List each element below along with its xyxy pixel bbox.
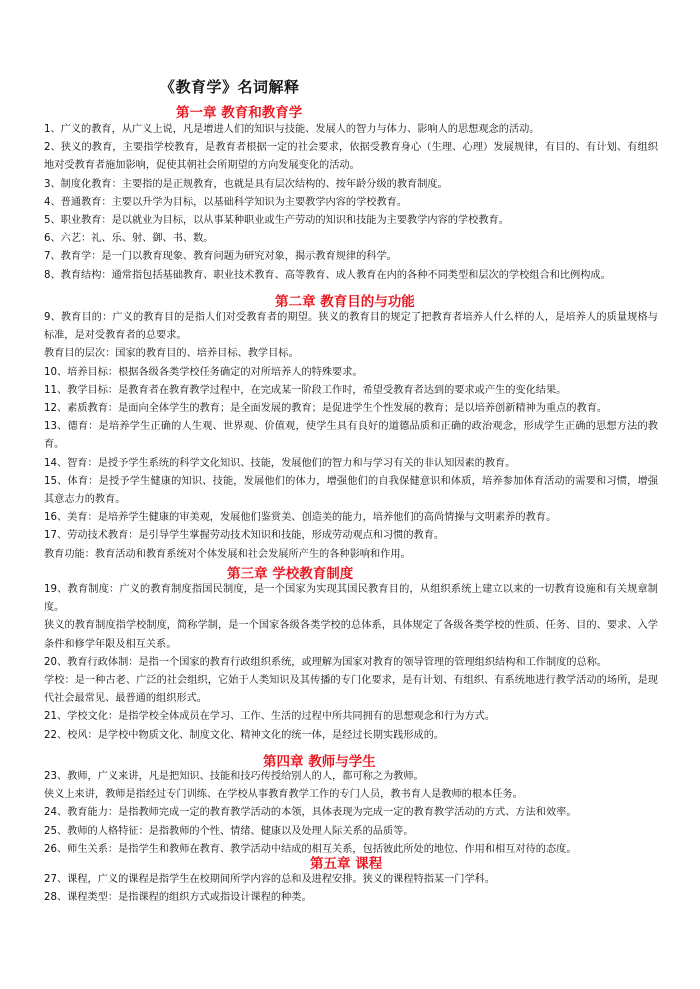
chapter-1-item: 8、教育结构：通常指包括基础教育、职业技术教育、高等教育、成人教育在内的各种不同类型和层次的学校组合和比例构成。 [44, 269, 611, 281]
chapter-4-section [44, 768, 658, 859]
chapter-2-item: 14、智育：是授予学生系统的科学文化知识、技能，发展他们的智力和与学习有关的非认知因素的教育。 [44, 457, 516, 469]
chapter-2-item: 11、教学目标：是教育者在教育教学过程中，在完成某一阶段工作时，希望受教育者达到的要求或产生的变化结果。 [44, 384, 567, 396]
chapter-3-section [44, 581, 658, 745]
chapter-1-item: 2、狭义的教育，主要指学校教育，是教育者根据一定的社会要求，依据受教育身心（生理、心理）发展规律，有目的、有计划、有组织地对受教育者施加影响，促使其朝社会所期望的方向发展变化的活动。 [44, 142, 658, 172]
chapter-1-item: 3、制度化教育：主要指的是正规教育，也就是具有层次结构的、按年龄分级的教育制度。 [44, 178, 448, 190]
chapter-1-item: 6、六艺：礼、乐、射、御、书、数。 [44, 233, 214, 245]
chapter-4-item: 24、教育能力：是指教师完成一定的教育教学活动的本领，具体表现为完成一定的教育教学活动的方式、方法和效率。 [44, 807, 577, 819]
chapter-3-item: 狭义的教育制度指学校制度，简称学制，是一个国家各级各类学校的总体系，具体规定了各级各类学校的性质、任务、目的、要求、入学条件和修学年限及相互关系。 [44, 620, 658, 650]
chapter-5-item: 28、课程类型：是指课程的组织方式或指设计课程的种类。 [44, 892, 312, 904]
chapter-2-item: 教育目的层次：国家的教育目的、培养目标、教学目标。 [44, 348, 299, 360]
chapter-1-item: 5、职业教育：是以就业为目标，以从事某种职业或生产劳动的知识和技能为主要教学内容的学校教育。 [44, 215, 509, 227]
chapter-2-item: 12、素质教育：是面向全体学生的教育；是全面发展的教育；是促进学生个性发展的教育；是以培养创新精神为重点的教育。 [44, 403, 608, 415]
chapter-1-item: 4、普通教育：主要以升学为目标，以基础科学知识为主要教学内容的学校教育。 [44, 196, 408, 208]
document-title: 《教育学》名词解释 [160, 78, 300, 96]
chapter-3-item: 21、学校文化：是指学校全体成员在学习、工作、生活的过程中所共同拥有的思想观念和行为方式。 [44, 711, 496, 723]
chapter-4-item: 26、师生关系：是指学生和教师在教育、教学活动中结成的相互关系，包括彼此所处的地位、作用和相互对待的态度。 [44, 843, 577, 855]
chapter-4-heading: 第四章 教师与学生 [263, 754, 376, 770]
chapter-5-section [44, 871, 658, 907]
chapter-4-item: 23、教师，广义来讲，凡是把知识、技能和技巧传授给别人的人，都可称之为教师。 [44, 771, 424, 782]
chapter-1-section [44, 121, 658, 285]
chapter-2-section [44, 309, 658, 564]
chapter-4-item: 侠义上来讲，教师是指经过专门训练、在学校从事教育教学工作的专门人员，教书育人是教师的根本任务。 [44, 789, 523, 801]
chapter-3-item: 19、教育制度：广义的教育制度指国民制度，是一个国家为实现其国民教育目的，从组织系统上建立以来的一切教育设施和有关规章制度。 [44, 584, 658, 614]
chapter-2-item: 15、体育：是授予学生健康的知识、技能，发展他们的体力，增强他们的自我保健意识和体质，培养参加体育活动的需要和习惯，增强其意志力的教育。 [44, 475, 658, 506]
chapter-1-item: 1、广义的教育，从广义上说，凡是增进人们的知识与技能、发展人的智力与体力、影响人的思想观念的活动。 [44, 124, 540, 135]
chapter-1-item: 7、教育学：是一门以教育现象、教育问题为研究对象，揭示教育规律的科学。 [44, 251, 397, 263]
chapter-3-item: 22、校风：是学校中物质文化、制度文化、精神文化的统一体，是经过长期实践形成的。 [44, 729, 445, 741]
chapter-5-item: 27、课程，广义的课程是指学生在校期间所学内容的总和及进程安排。狭义的课程特指某一门学科。 [44, 874, 496, 885]
chapter-2-item: 教育功能：教育活动和教育系统对个体发展和社会发展所产生的各种影响和作用。 [44, 548, 411, 560]
chapter-2-item: 9、教育目的：广义的教育目的是指人们对受教育者的期望。狭义的教育目的规定了把教育者培养人什么样的人，是培养人的质量规格与标准，是对受教育者的总要求。 [44, 312, 658, 342]
chapter-4-item: 25、教师的人格特征：是指教师的个性、情绪、健康以及处理人际关系的品质等。 [44, 825, 414, 837]
chapter-3-heading: 第三章 学校教育制度 [227, 566, 354, 582]
chapter-2-heading: 第二章 教育目的与功能 [275, 294, 415, 310]
chapter-3-item: 20、教育行政体制：是指一个国家的教育行政组织系统，或理解为国家对教育的领导管理的管理组织结构和工作制度的总称。 [44, 656, 608, 668]
chapter-2-item: 10、培养目标：根据各级各类学校任务确定的对所培养人的特殊要求。 [44, 366, 363, 378]
chapter-2-item: 17、劳动技术教育：是引导学生掌握劳动技术知识和技能，形成劳动观点和习惯的教育。 [44, 530, 445, 542]
chapter-5-heading: 第五章 课程 [310, 856, 383, 872]
chapter-2-item: 13、德育：是培养学生正确的人生观、世界观、价值观，使学生具有良好的道德品质和正确的政治观念，形成学生正确的思想方法的教育。 [44, 421, 658, 451]
chapter-2-item: 16、美育：是培养学生健康的审美观，发展他们鉴赏美、创造美的能力，培养他们的高尚情操与文明素养的教育。 [44, 512, 557, 524]
chapter-1-heading: 第一章 教育和教育学 [176, 105, 303, 121]
chapter-3-item: 学校：是一种古老、广泛的社会组织，它始于人类知识及其传播的专门化要求，是有计划、有组织、有系统地进行教学活动的场所，是现代社会最常见、最普通的组织形式。 [44, 675, 658, 705]
